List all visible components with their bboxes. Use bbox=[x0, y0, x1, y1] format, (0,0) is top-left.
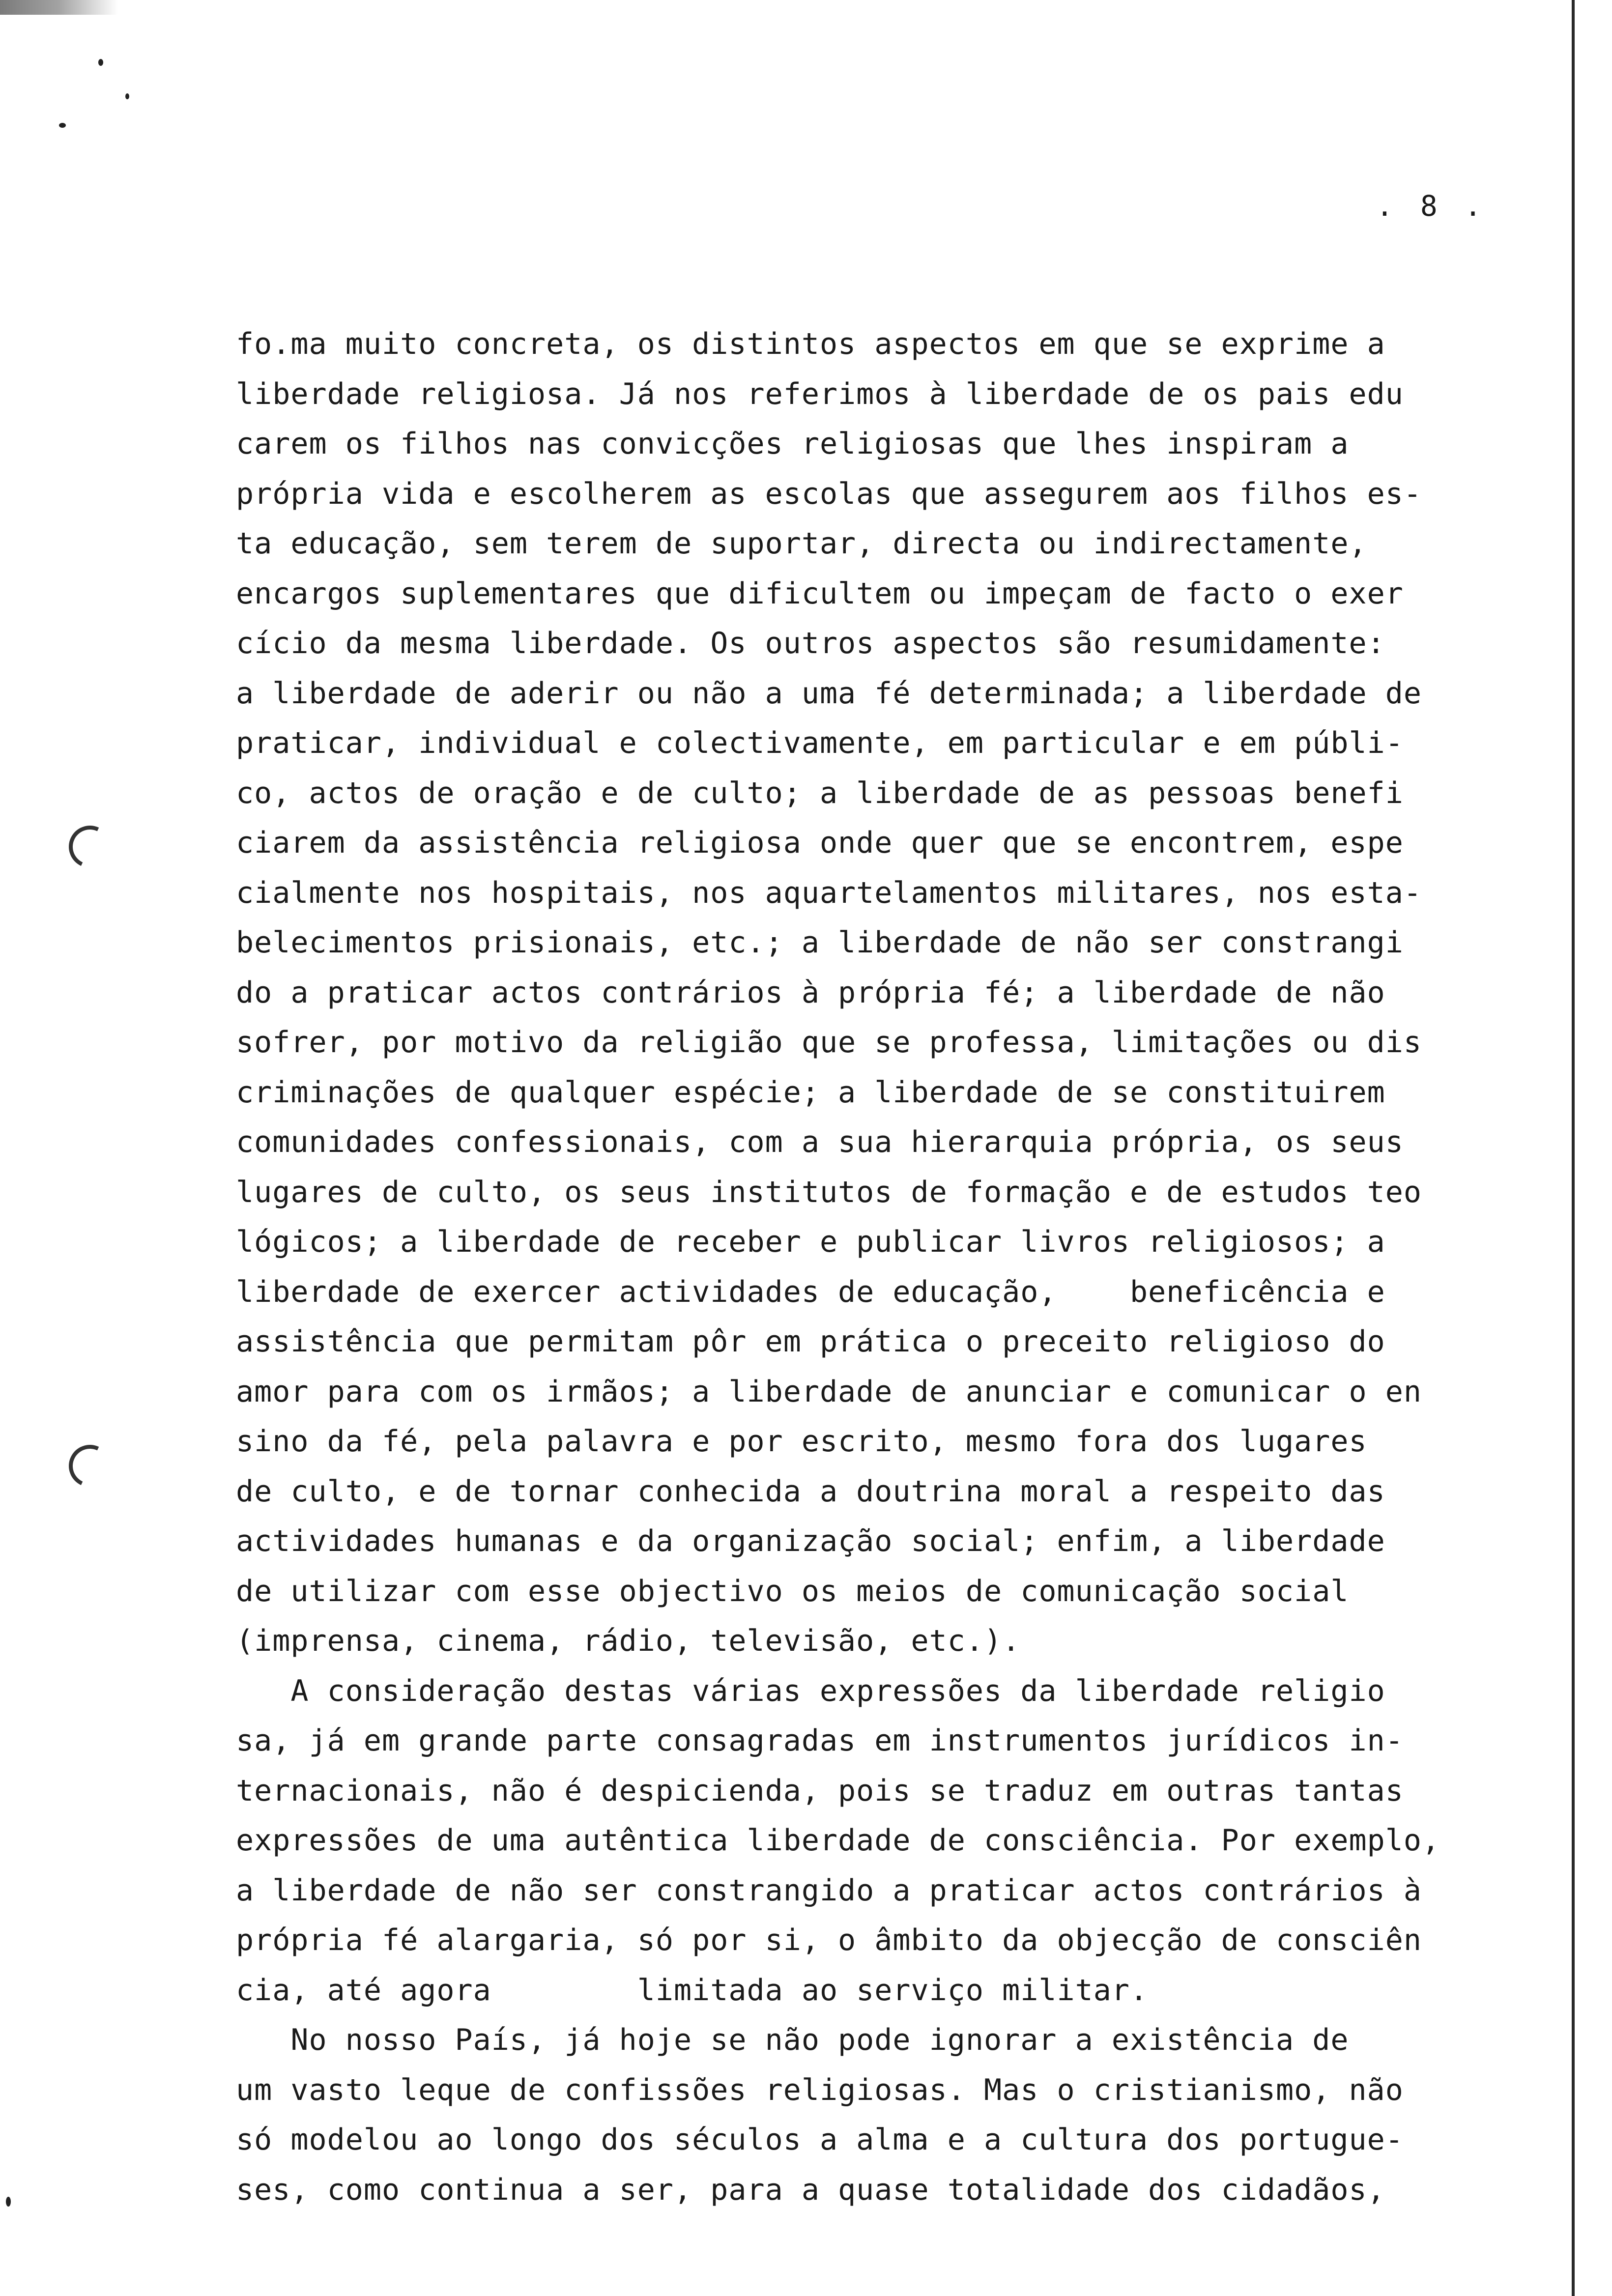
scan-speck bbox=[6, 2197, 11, 2207]
text-line: liberdade religiosa. Já nos referimos à liberdade de os pais edu bbox=[236, 376, 1404, 411]
text-line: ciarem da assistência religiosa onde quer que se encontrem, espe bbox=[236, 826, 1404, 860]
text-line: amor para com os irmãos; a liberdade de anunciar e comunicar o en bbox=[236, 1374, 1422, 1409]
scan-page-edge bbox=[1572, 0, 1575, 2296]
text-line: própria fé alargaria, só por si, o âmbito da objecção de consciên bbox=[236, 1923, 1422, 1957]
text-line: ternacionais, não é despicienda, pois se traduz em outras tantas bbox=[236, 1773, 1404, 1808]
text-line: cício da mesma liberdade. Os outros aspectos são resumidamente: bbox=[236, 626, 1385, 660]
text-line: sofrer, por motivo da religião que se professa, limitações ou dis bbox=[236, 1025, 1422, 1060]
text-line: de utilizar com esse objectivo os meios de comunicação social bbox=[236, 1574, 1349, 1608]
text-line: cia, até agora limitada ao serviço militar. bbox=[236, 1973, 1149, 2008]
text-line: ses, como continua a ser, para a quase totalidade dos cidadãos, bbox=[236, 2172, 1385, 2207]
text-line: sa, já em grande parte consagradas em instrumentos jurídicos in- bbox=[236, 1723, 1404, 1758]
text-line: lógicos; a liberdade de receber e publicar livros religiosos; a bbox=[236, 1225, 1385, 1259]
text-line: assistência que permitam pôr em prática o preceito religioso do bbox=[236, 1324, 1385, 1359]
text-line: co, actos de oração e de culto; a liberdade de as pessoas benefi bbox=[236, 775, 1404, 810]
text-line: sino da fé, pela palavra e por escrito, mesmo fora dos lugares bbox=[236, 1424, 1367, 1459]
document-body bbox=[236, 319, 1538, 2215]
text-line: de culto, e de tornar conhecida a doutrina moral a respeito das bbox=[236, 1474, 1385, 1509]
scan-speck bbox=[98, 59, 103, 66]
punch-hole-mark bbox=[63, 1439, 117, 1493]
scan-edge-smudge bbox=[0, 0, 118, 15]
scan-speck bbox=[125, 93, 129, 99]
page-number: . 8 . bbox=[1376, 189, 1487, 223]
text-line: (imprensa, cinema, rádio, televisão, etc.). bbox=[236, 1624, 1021, 1658]
text-line: comunidades confessionais, com a sua hierarquia própria, os seus bbox=[236, 1125, 1404, 1159]
text-line: ta educação, sem terem de suportar, directa ou indirectamente, bbox=[236, 526, 1367, 561]
text-line: cialmente nos hospitais, nos aquartelamentos militares, nos esta- bbox=[236, 875, 1422, 910]
text-line: só modelou ao longo dos séculos a alma e a cultura dos portugue- bbox=[236, 2123, 1404, 2157]
text-line: No nosso País, já hoje se não pode ignorar a existência de bbox=[236, 2023, 1349, 2057]
text-line: carem os filhos nas convicções religiosas que lhes inspiram a bbox=[236, 427, 1349, 461]
text-line: fo.ma muito concreta, os distintos aspectos em que se exprime a bbox=[236, 327, 1385, 361]
text-line: do a praticar actos contrários à própria fé; a liberdade de não bbox=[236, 975, 1385, 1010]
text-line: lugares de culto, os seus institutos de formação e de estudos teo bbox=[236, 1175, 1422, 1209]
text-line: expressões de uma autêntica liberdade de consciência. Por exemplo, bbox=[236, 1823, 1440, 1858]
text-line: A consideração destas várias expressões da liberdade religio bbox=[236, 1673, 1385, 1708]
punch-hole-mark bbox=[63, 820, 117, 874]
text-line: praticar, individual e colectivamente, em particular e em públi- bbox=[236, 726, 1404, 760]
text-line: própria vida e escolherem as escolas que assegurem aos filhos es- bbox=[236, 476, 1422, 511]
text-line: a liberdade de aderir ou não a uma fé determinada; a liberdade de bbox=[236, 676, 1422, 711]
text-line: belecimentos prisionais, etc.; a liberdade de não ser constrangi bbox=[236, 925, 1404, 960]
scan-speck bbox=[59, 123, 66, 128]
text-line: actividades humanas e da organização social; enfim, a liberdade bbox=[236, 1524, 1385, 1558]
text-line: liberdade de exercer actividades de educação, beneficência e bbox=[236, 1274, 1385, 1309]
text-line: a liberdade de não ser constrangido a praticar actos contrários à bbox=[236, 1873, 1422, 1908]
text-line: criminações de qualquer espécie; a liberdade de se constituirem bbox=[236, 1075, 1385, 1110]
text-line: um vasto leque de confissões religiosas. Mas o cristianismo, não bbox=[236, 2072, 1404, 2107]
text-line: encargos suplementares que dificultem ou impeçam de facto o exer bbox=[236, 576, 1404, 611]
